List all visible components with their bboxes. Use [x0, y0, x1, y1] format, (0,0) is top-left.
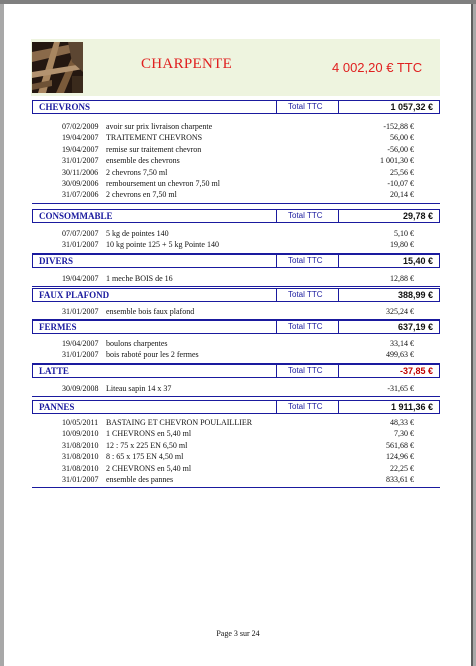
total-label: Total TTC [288, 211, 323, 220]
section-name: CHEVRONS [39, 102, 91, 112]
column-divider [276, 101, 277, 113]
section-name: CONSOMMABLE [39, 211, 113, 221]
column-divider [276, 289, 277, 301]
line-amount: 25,56 € [390, 167, 414, 177]
section-total: 29,78 € [402, 211, 433, 221]
line-date: 19/04/2007 [62, 274, 99, 283]
line-label: Liteau sapin 14 x 37 [106, 384, 172, 393]
section-total: 1 057,32 € [390, 102, 433, 112]
expense-line [62, 307, 414, 317]
section-name: FERMES [39, 322, 77, 332]
line-label: 12 : 75 x 225 EN 6,50 ml [106, 440, 188, 450]
total-label: Total TTC [288, 102, 323, 111]
section-header [32, 209, 440, 223]
expense-line [62, 122, 414, 132]
total-label: Total TTC [288, 256, 323, 265]
section-underline [32, 396, 440, 397]
line-date: 30/09/2006 [62, 179, 99, 188]
line-amount: 7,30 € [394, 429, 414, 439]
total-label: Total TTC [288, 366, 323, 375]
line-amount: 33,14 € [390, 339, 414, 348]
expense-line [62, 350, 414, 360]
expense-line [62, 156, 414, 166]
line-amount: 1 001,30 € [380, 156, 414, 166]
line-amount: 325,24 € [386, 307, 414, 316]
line-amount: 124,96 € [386, 452, 414, 462]
line-date: 30/11/2006 [62, 167, 99, 177]
expense-line [62, 145, 414, 155]
total-label: Total TTC [288, 290, 323, 299]
line-label: boulons charpentes [106, 339, 168, 348]
line-label: 5 kg de pointes 140 [106, 229, 169, 238]
line-amount: 56,00 € [390, 133, 414, 143]
section-header [32, 100, 440, 114]
section-total: 1 911,36 € [390, 402, 433, 412]
expense-line [62, 441, 414, 451]
section-total: 15,40 € [402, 256, 433, 266]
expense-line [62, 429, 414, 439]
line-amount: 499,63 € [386, 350, 414, 360]
line-date: 07/07/2007 [62, 229, 99, 238]
line-amount: 561,68 € [386, 440, 414, 450]
section-header [32, 364, 440, 378]
line-date: 19/04/2007 [62, 339, 99, 348]
column-divider [276, 321, 277, 333]
expense-line [62, 339, 414, 349]
section-underline [32, 487, 440, 488]
section-total: 637,19 € [397, 322, 433, 332]
column-divider [338, 401, 339, 413]
line-date: 31/01/2007 [62, 307, 99, 316]
expense-line [62, 274, 414, 284]
column-divider [338, 255, 339, 267]
column-divider [276, 210, 277, 222]
line-date: 10/05/2011 [62, 418, 99, 427]
line-date: 31/01/2007 [62, 475, 99, 484]
line-date: 31/08/2010 [62, 440, 99, 450]
line-label: ensemble des chevrons [106, 156, 180, 166]
expense-line [62, 475, 414, 485]
section-total: -37,85 € [399, 366, 433, 376]
line-date: 31/01/2007 [62, 350, 99, 360]
expense-line [62, 418, 414, 428]
expense-line [62, 179, 414, 189]
expense-line [62, 229, 414, 239]
expense-line [62, 384, 414, 394]
line-date: 19/04/2007 [62, 144, 99, 154]
column-divider [276, 255, 277, 267]
line-label: 10 kg pointe 125 + 5 kg Pointe 140 [106, 240, 219, 250]
line-amount: 5,10 € [394, 229, 414, 238]
line-label: bois raboté pour les 2 fermes [106, 350, 199, 360]
section-header [32, 288, 440, 302]
column-divider [338, 321, 339, 333]
expense-line [62, 190, 414, 200]
column-divider [338, 365, 339, 377]
column-divider [338, 289, 339, 301]
line-amount: 12,88 € [390, 274, 414, 283]
expense-line [62, 452, 414, 462]
section-header [32, 400, 440, 414]
line-label: TRAITEMENT CHEVRONS [106, 133, 203, 143]
line-amount: 19,80 € [390, 240, 414, 250]
page-number: Page 3 sur 24 [216, 629, 260, 638]
line-amount: -10,07 € [387, 179, 414, 188]
line-label: remboursement un chevron 7,50 ml [106, 179, 220, 188]
expense-line [62, 240, 414, 250]
section-header [32, 254, 440, 268]
construction-photo [32, 42, 83, 93]
total-label: Total TTC [288, 322, 323, 331]
grand-total: 4 002,20 € TTC [332, 60, 423, 75]
column-divider [338, 210, 339, 222]
line-label: 1 CHEVRONS en 5,40 ml [106, 429, 192, 439]
expense-line [62, 168, 414, 178]
section-name: FAUX PLAFOND [39, 290, 110, 300]
line-label: 1 meche BOIS de 16 [106, 274, 173, 283]
line-date: 19/04/2007 [62, 133, 99, 143]
total-label: Total TTC [288, 402, 323, 411]
line-label: 2 CHEVRONS en 5,40 ml [106, 463, 192, 473]
line-label: 2 chevrons en 7,50 ml [106, 190, 177, 200]
line-date: 30/09/2008 [62, 384, 99, 393]
line-label: BASTAING ET CHEVRON POULAILLIER [106, 418, 253, 427]
section-header [32, 320, 440, 334]
line-label: avoir sur prix livraison charpente [106, 122, 213, 131]
line-date: 31/08/2010 [62, 452, 99, 462]
line-label: 2 chevrons 7,50 ml [106, 167, 168, 177]
line-amount: -56,00 € [387, 144, 414, 154]
line-date: 31/01/2007 [62, 156, 99, 166]
line-amount: -31,65 € [387, 384, 414, 393]
line-label: ensemble des pannes [106, 475, 174, 484]
section-name: LATTE [39, 366, 69, 376]
column-divider [276, 365, 277, 377]
line-date: 07/02/2009 [62, 122, 99, 131]
column-divider [338, 101, 339, 113]
line-date: 10/09/2010 [62, 429, 99, 439]
section-name: PANNES [39, 402, 75, 412]
line-date: 31/08/2010 [62, 463, 99, 473]
section-name: DIVERS [39, 256, 74, 266]
line-amount: 20,14 € [390, 190, 414, 200]
column-divider [276, 401, 277, 413]
expense-line [62, 133, 414, 143]
line-amount: -152,88 € [383, 122, 414, 131]
line-label: ensemble bois faux plafond [106, 307, 195, 316]
line-date: 31/01/2007 [62, 240, 99, 250]
line-amount: 833,61 € [386, 475, 414, 484]
expense-line [62, 464, 414, 474]
line-date: 31/07/2006 [62, 190, 99, 200]
line-amount: 22,25 € [390, 463, 414, 473]
line-label: remise sur traitement chevron [106, 144, 202, 154]
section-total: 388,99 € [397, 290, 433, 300]
line-label: 8 : 65 x 175 EN 4,50 ml [106, 452, 184, 462]
line-amount: 48,33 € [390, 418, 414, 427]
section-underline [32, 203, 440, 204]
document-title: CHARPENTE [141, 56, 233, 72]
